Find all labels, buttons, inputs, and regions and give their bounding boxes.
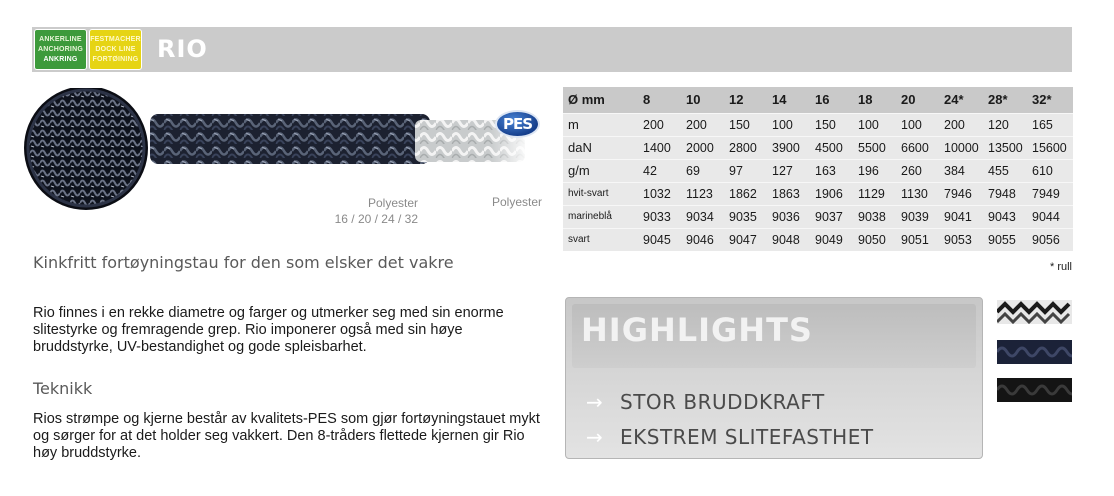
highlight-item-text: EKSTREM SLITEFASTHET (620, 425, 874, 449)
spec-cell: 1863 (767, 182, 810, 205)
spec-cell: 1123 (681, 182, 724, 205)
spec-row-label: daN (563, 136, 638, 159)
spec-cell: 5500 (853, 136, 896, 159)
spec-cell: 4500 (810, 136, 853, 159)
swatch-white-black (997, 300, 1072, 324)
core-material-name: Polyester (367, 196, 418, 210)
spec-table-row (563, 136, 1073, 159)
spec-cell: 7949 (1027, 182, 1073, 205)
spec-header-diameter: 14 (767, 87, 810, 113)
spec-cell: 9051 (896, 228, 939, 251)
spec-cell: 9037 (810, 205, 853, 228)
spec-cell: 200 (638, 113, 681, 136)
dockline-badge-line: FESTMACHER (90, 35, 141, 43)
spec-row-label: g/m (563, 159, 638, 182)
anchoring-badge (34, 29, 87, 70)
swatch-black (997, 378, 1072, 402)
spec-cell: 9053 (939, 228, 983, 251)
spec-cell: 9033 (638, 205, 681, 228)
spec-cell: 7948 (983, 182, 1027, 205)
dockline-badge (89, 29, 142, 70)
spec-table (563, 87, 1073, 251)
spec-cell: 9039 (896, 205, 939, 228)
spec-table-row (563, 159, 1073, 182)
spec-header-diameter: 20 (896, 87, 939, 113)
spec-cell: 97 (724, 159, 767, 182)
arrow-right-icon: → (586, 425, 603, 449)
spec-cell: 455 (983, 159, 1027, 182)
spec-table-row (563, 113, 1073, 136)
spec-header-diameter: 16 (810, 87, 853, 113)
spec-cell: 9047 (724, 228, 767, 251)
anchoring-badge-line: ANKRING (43, 55, 78, 63)
swatch-navy (997, 340, 1072, 364)
spec-cell: 165 (1027, 113, 1073, 136)
spec-cell: 200 (681, 113, 724, 136)
section-heading-teknikk: Teknikk (33, 379, 93, 398)
highlights-panel (565, 297, 983, 459)
spec-cell: 13500 (983, 136, 1027, 159)
spec-header-diameter: 18 (853, 87, 896, 113)
cover-material-label: Polyester (491, 195, 542, 209)
spec-cell: 10000 (939, 136, 983, 159)
spec-cell: 9048 (767, 228, 810, 251)
spec-cell: 9044 (1027, 205, 1073, 228)
spec-cell: 100 (767, 113, 810, 136)
spec-cell: 15600 (1027, 136, 1073, 159)
core-material-label (303, 195, 418, 227)
pes-logo-text: PES (502, 115, 533, 133)
spec-table-row (563, 205, 1073, 228)
section-body-teknikk: Rios strømpe og kjerne består av kvalitets-PES som gjør fortøyningstauet mykt og sørger for at det holder seg vakkert. Den 8-tråders flettede kjernen gir Rio høy bruddstyrke. (33, 411, 540, 461)
core-material-sizes: 16 / 20 / 24 / 32 (334, 212, 418, 226)
spec-cell: 42 (638, 159, 681, 182)
spec-cell: 9036 (767, 205, 810, 228)
anchoring-badge-line: ANKERLINE (39, 35, 82, 43)
spec-cell: 2800 (724, 136, 767, 159)
spec-cell: 150 (724, 113, 767, 136)
dockline-badge-line: DOCK LINE (95, 45, 136, 53)
spec-cell: 100 (896, 113, 939, 136)
spec-header-diameter: 32* (1027, 87, 1073, 113)
pes-material-icon (495, 110, 540, 138)
spec-cell: 127 (767, 159, 810, 182)
spec-cell: 200 (939, 113, 983, 136)
anchoring-badge-line: ANCHORING (38, 45, 83, 53)
spec-cell: 9055 (983, 228, 1027, 251)
spec-cell: 610 (1027, 159, 1073, 182)
spec-cell: 9035 (724, 205, 767, 228)
spec-cell: 9045 (638, 228, 681, 251)
spec-cell: 1130 (896, 182, 939, 205)
highlight-item-text: STOR BRUDDKRAFT (620, 390, 825, 414)
spec-header-label: Ø mm (563, 87, 638, 113)
spec-cell: 120 (983, 113, 1027, 136)
spec-cell: 384 (939, 159, 983, 182)
spec-cell: 9034 (681, 205, 724, 228)
spec-cell: 196 (853, 159, 896, 182)
spec-cell: 150 (810, 113, 853, 136)
spec-cell: 9050 (853, 228, 896, 251)
spec-cell: 3900 (767, 136, 810, 159)
highlights-title: HIGHLIGHTS (581, 311, 813, 349)
dockline-badge-line: FORTØINING (92, 55, 139, 63)
product-intro-paragraph: Rio finnes i en rekke diametre og farger og utmerker seg med sin enorme slitestyrke og fremragende grep. Rio imponerer også med sin høye bruddstyrke, UV-bestandighet og gode spleisbarhet. (33, 305, 504, 355)
product-title: RIO (157, 35, 208, 63)
spec-header-diameter: 10 (681, 87, 724, 113)
table-footnote: * rull (1049, 261, 1072, 273)
spec-cell: 7946 (939, 182, 983, 205)
highlight-item (586, 425, 874, 449)
spec-cell: 9038 (853, 205, 896, 228)
spec-cell: 1862 (724, 182, 767, 205)
spec-header-diameter: 24* (939, 87, 983, 113)
spec-cell: 2000 (681, 136, 724, 159)
spec-cell: 1032 (638, 182, 681, 205)
product-header-bar (32, 27, 1072, 72)
spec-cell: 163 (810, 159, 853, 182)
spec-cell: 1400 (638, 136, 681, 159)
spec-cell: 260 (896, 159, 939, 182)
spec-cell: 9056 (1027, 228, 1073, 251)
spec-row-label: marineblå (563, 205, 638, 228)
spec-cell: 9041 (939, 205, 983, 228)
rope-cross-section-image (20, 88, 540, 238)
spec-row-label: svart (563, 228, 638, 251)
product-subtitle: Kinkfritt fortøyningstau for den som elsker det vakre (33, 253, 454, 272)
spec-cell: 1129 (853, 182, 896, 205)
spec-header-diameter: 12 (724, 87, 767, 113)
arrow-right-icon: → (586, 390, 603, 414)
highlight-item (586, 390, 825, 414)
spec-table-row (563, 228, 1073, 251)
spec-cell: 9049 (810, 228, 853, 251)
spec-cell: 1906 (810, 182, 853, 205)
spec-row-label: m (563, 113, 638, 136)
spec-table-header-row (563, 87, 1073, 113)
spec-row-label: hvit-svart (563, 182, 638, 205)
spec-header-diameter: 28* (983, 87, 1027, 113)
spec-cell: 9043 (983, 205, 1027, 228)
spec-cell: 100 (853, 113, 896, 136)
spec-cell: 9046 (681, 228, 724, 251)
spec-cell: 69 (681, 159, 724, 182)
spec-cell: 6600 (896, 136, 939, 159)
spec-header-diameter: 8 (638, 87, 681, 113)
spec-table-row (563, 182, 1073, 205)
